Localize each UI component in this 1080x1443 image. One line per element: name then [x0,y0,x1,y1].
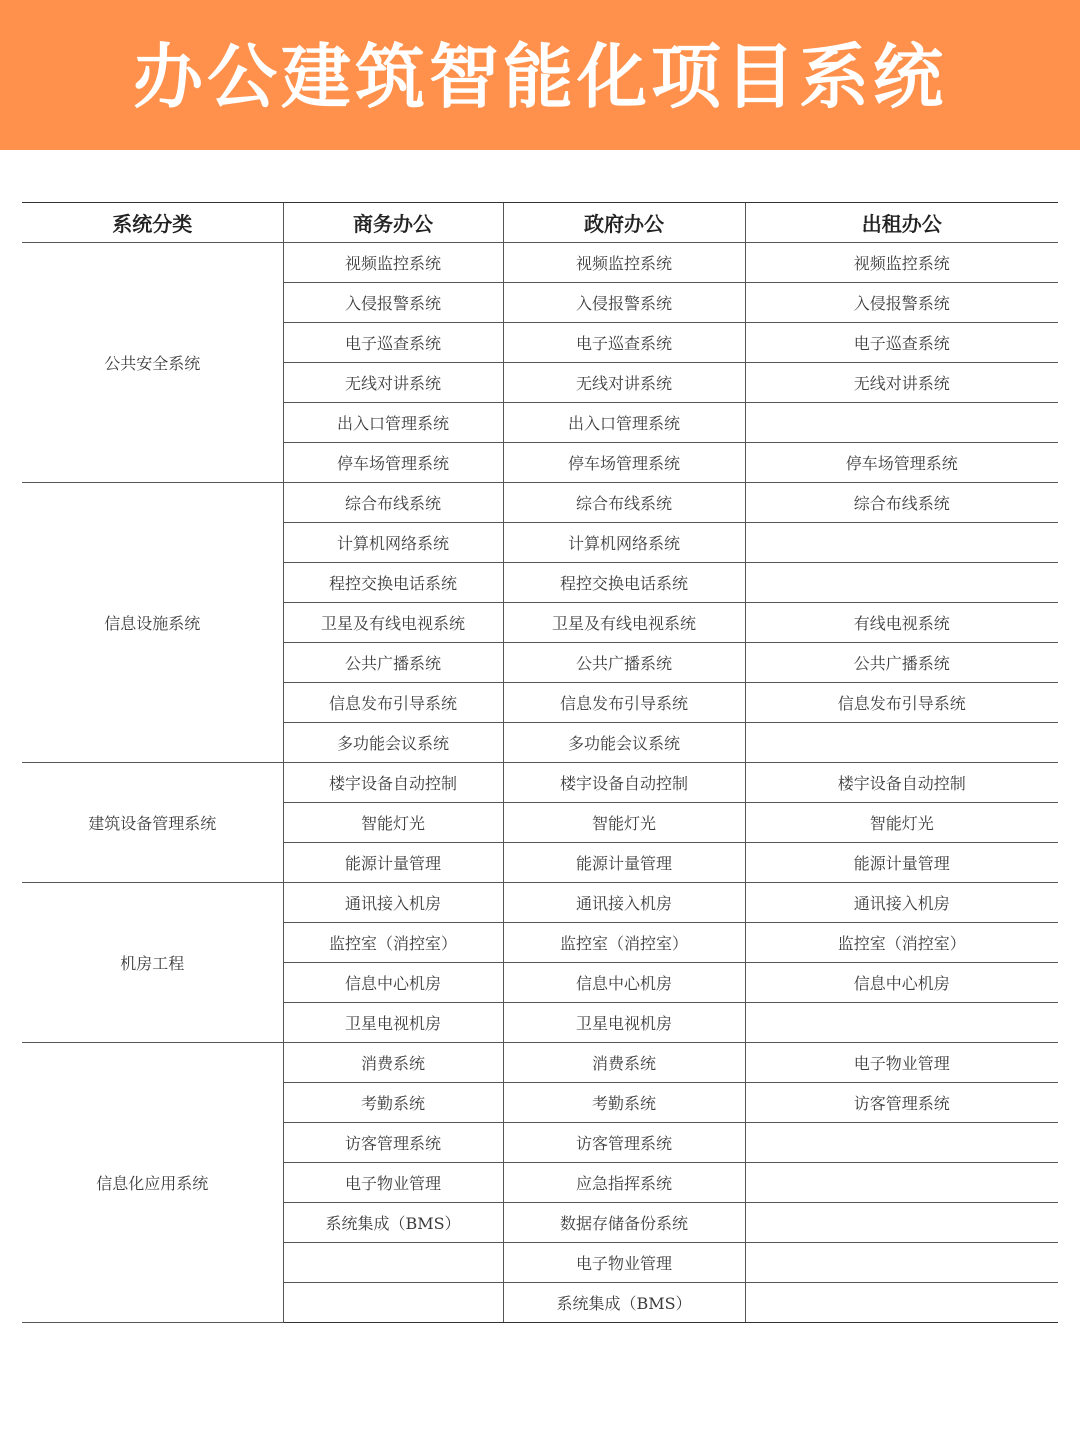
cell-government-office: 数据存储备份系统 [503,1203,745,1243]
table-row [22,883,1058,923]
page-title: 办公建筑智能化项目系统 [133,36,947,118]
category-cell: 建筑设备管理系统 [22,763,283,883]
cell-business-office: 系统集成（BMS） [283,1203,503,1243]
table-row [22,483,1058,523]
cell-rental-office: 信息发布引导系统 [745,683,1058,723]
cell-government-office: 系统集成（BMS） [503,1283,745,1323]
cell-business-office: 电子巡查系统 [283,323,503,363]
cell-government-office: 公共广播系统 [503,643,745,683]
cell-business-office: 信息发布引导系统 [283,683,503,723]
cell-government-office: 卫星及有线电视系统 [503,603,745,643]
cell-government-office: 无线对讲系统 [503,363,745,403]
cell-government-office: 出入口管理系统 [503,403,745,443]
cell-rental-office: 通讯接入机房 [745,883,1058,923]
cell-rental-office [745,723,1058,763]
cell-rental-office [745,1003,1058,1043]
cell-business-office: 楼宇设备自动控制 [283,763,503,803]
cell-rental-office: 信息中心机房 [745,963,1058,1003]
cell-government-office: 停车场管理系统 [503,443,745,483]
cell-government-office: 楼宇设备自动控制 [503,763,745,803]
cell-business-office: 卫星电视机房 [283,1003,503,1043]
cell-business-office: 入侵报警系统 [283,283,503,323]
cell-rental-office: 综合布线系统 [745,483,1058,523]
cell-business-office: 程控交换电话系统 [283,563,503,603]
cell-government-office: 考勤系统 [503,1083,745,1123]
cell-rental-office [745,1203,1058,1243]
cell-rental-office: 有线电视系统 [745,603,1058,643]
category-cell: 信息设施系统 [22,483,283,763]
cell-rental-office: 能源计量管理 [745,843,1058,883]
cell-rental-office [745,1163,1058,1203]
cell-rental-office: 电子巡查系统 [745,323,1058,363]
cell-rental-office: 监控室（消控室） [745,923,1058,963]
cell-government-office: 应急指挥系统 [503,1163,745,1203]
category-cell: 公共安全系统 [22,243,283,483]
cell-rental-office: 楼宇设备自动控制 [745,763,1058,803]
cell-rental-office [745,563,1058,603]
cell-business-office: 消费系统 [283,1043,503,1083]
cell-business-office: 综合布线系统 [283,483,503,523]
cell-government-office: 能源计量管理 [503,843,745,883]
cell-rental-office: 无线对讲系统 [745,363,1058,403]
cell-business-office: 监控室（消控室） [283,923,503,963]
cell-government-office: 卫星电视机房 [503,1003,745,1043]
cell-business-office [283,1243,503,1283]
cell-government-office: 访客管理系统 [503,1123,745,1163]
cell-government-office: 电子物业管理 [503,1243,745,1283]
cell-business-office: 停车场管理系统 [283,443,503,483]
cell-business-office: 能源计量管理 [283,843,503,883]
cell-business-office [283,1283,503,1323]
cell-business-office: 信息中心机房 [283,963,503,1003]
header-government-office: 政府办公 [503,203,745,243]
cell-government-office: 信息中心机房 [503,963,745,1003]
table-row [22,243,1058,283]
cell-government-office: 通讯接入机房 [503,883,745,923]
cell-government-office: 入侵报警系统 [503,283,745,323]
cell-rental-office: 访客管理系统 [745,1083,1058,1123]
title-banner [0,0,1080,150]
category-cell: 机房工程 [22,883,283,1043]
cell-rental-office [745,403,1058,443]
cell-business-office: 卫星及有线电视系统 [283,603,503,643]
cell-government-office: 电子巡查系统 [503,323,745,363]
cell-government-office: 程控交换电话系统 [503,563,745,603]
cell-business-office: 视频监控系统 [283,243,503,283]
cell-business-office: 电子物业管理 [283,1163,503,1203]
cell-business-office: 访客管理系统 [283,1123,503,1163]
cell-government-office: 综合布线系统 [503,483,745,523]
cell-government-office: 消费系统 [503,1043,745,1083]
cell-rental-office: 停车场管理系统 [745,443,1058,483]
cell-business-office: 智能灯光 [283,803,503,843]
cell-business-office: 无线对讲系统 [283,363,503,403]
cell-business-office: 考勤系统 [283,1083,503,1123]
cell-government-office: 智能灯光 [503,803,745,843]
cell-government-office: 计算机网络系统 [503,523,745,563]
header-business-office: 商务办公 [283,203,503,243]
cell-rental-office: 智能灯光 [745,803,1058,843]
header-row [22,203,1058,243]
cell-business-office: 公共广播系统 [283,643,503,683]
cell-government-office: 监控室（消控室） [503,923,745,963]
header-rental-office: 出租办公 [745,203,1058,243]
cell-government-office: 多功能会议系统 [503,723,745,763]
cell-business-office: 多功能会议系统 [283,723,503,763]
category-cell: 信息化应用系统 [22,1043,283,1323]
table-body [22,243,1058,1323]
cell-rental-office [745,1283,1058,1323]
cell-rental-office: 入侵报警系统 [745,283,1058,323]
cell-business-office: 通讯接入机房 [283,883,503,923]
cell-rental-office: 公共广播系统 [745,643,1058,683]
cell-rental-office: 视频监控系统 [745,243,1058,283]
table-row [22,763,1058,803]
cell-rental-office: 电子物业管理 [745,1043,1058,1083]
cell-rental-office [745,523,1058,563]
cell-business-office: 出入口管理系统 [283,403,503,443]
cell-rental-office [745,1243,1058,1283]
cell-government-office: 视频监控系统 [503,243,745,283]
cell-rental-office [745,1123,1058,1163]
header-category: 系统分类 [22,203,283,243]
systems-table [22,202,1058,1323]
cell-business-office: 计算机网络系统 [283,523,503,563]
table-row [22,1043,1058,1083]
cell-government-office: 信息发布引导系统 [503,683,745,723]
